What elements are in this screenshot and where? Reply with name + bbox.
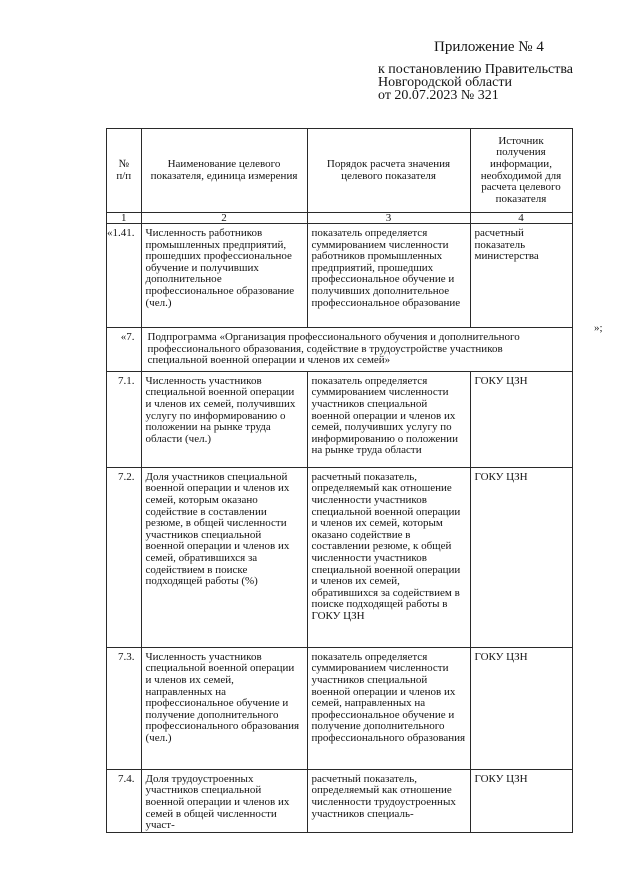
- table-row: [107, 467, 573, 647]
- info-source: расчетный показатель министерства: [470, 224, 572, 328]
- col-header-method: Порядок расчета значения целевого показателя: [307, 129, 470, 213]
- info-source: ГОКУ ЦЗН: [470, 467, 572, 647]
- row-number: 7.3.: [107, 647, 142, 769]
- calculation-method: расчетный показатель, определяемый как отношение численности трудоустроенных участников специаль-: [307, 769, 470, 832]
- subprogram-row: [107, 328, 573, 372]
- info-source: ГОКУ ЦЗН: [470, 769, 572, 832]
- indicator-name: Доля трудоустроенных участников специальной военной операции и членов их семей в общей численности участ-: [141, 769, 307, 832]
- indicator-name: Численность участников специальной военной операции и членов их семей, получивших услугу по информированию о положении на рынке труда области (чел.): [141, 371, 307, 467]
- calculation-method: расчетный показатель, определяемый как отношение численности участников специальной военной операции и членов их семей, которым оказано содействие в составлении резюме, к общей численности участников специальной военной операции и членов их семей, обратившихся за содействием в поиске подходящей работы в ГОКУ ЦЗН: [307, 467, 470, 647]
- column-numbers-row: [107, 213, 573, 224]
- date-number-line: от 20.07.2023 № 321: [378, 88, 499, 103]
- region-line: Новгородской области: [378, 75, 512, 90]
- table-row: [107, 647, 573, 769]
- calculation-method: показатель определяется суммированием численности участников специальной военной операции и членов их семей, направленных на профессиональное обучение и получение дополнительного профессионального образования: [307, 647, 470, 769]
- col-number: 4: [470, 213, 572, 224]
- col-header-source: Источник получения информации, необходимой для расчета целевого показателя: [470, 129, 572, 213]
- col-header-name: Наименование целевого показателя, единица измерения: [141, 129, 307, 213]
- col-header-number: № п/п: [107, 129, 142, 213]
- info-source: ГОКУ ЦЗН: [470, 647, 572, 769]
- indicator-name: Доля участников специальной военной операции и членов их семей, которым оказано содействие в составлении резюме, в общей численности участников специальной военной операции и членов их семей, обратившихся за содействием в поиске подходящей работы (%): [141, 467, 307, 647]
- row-number: 7.4.: [107, 769, 142, 832]
- row-number: 7.1.: [107, 371, 142, 467]
- row-number: «7.: [107, 328, 142, 372]
- table-header-row: [107, 129, 573, 213]
- resolution-line: к постановлению Правительства: [378, 62, 574, 77]
- row-number: 7.2.: [107, 467, 142, 647]
- appendix-title: Приложение № 4: [434, 39, 544, 55]
- col-number: 3: [307, 213, 470, 224]
- indicator-name: Численность участников специальной военной операции и членов их семей, направленных на профессиональное обучение и получение дополнительного профессионального образования (чел.): [141, 647, 307, 769]
- table-row: [107, 371, 573, 467]
- calculation-method: показатель определяется суммированием численности работников промышленных предприятий, прошедших профессиональное обучение и получивших дополнительное профессиональное образование: [307, 224, 470, 328]
- indicators-table: [106, 128, 573, 833]
- appendix-header: [378, 41, 628, 102]
- indicator-name: Численность работников промышленных предприятий, прошедших профессиональное обучение и получивших дополнительное профессиональное образование (чел.): [141, 224, 307, 328]
- closing-quote: »;: [594, 322, 603, 334]
- table-row: [107, 769, 573, 832]
- row-number: «1.41.: [107, 224, 142, 328]
- table-row: [107, 224, 573, 328]
- subprogram-title: Подпрограмма «Организация профессионального обучения и дополнительного профессионального образования, содействие в трудоустройстве участников специальной военной операции и членов их семей»: [141, 328, 572, 372]
- info-source: ГОКУ ЦЗН: [470, 371, 572, 467]
- col-number: 2: [141, 213, 307, 224]
- col-number: 1: [107, 213, 142, 224]
- calculation-method: показатель определяется суммированием численности участников специальной военной операции и членов их семей, получивших услугу по информированию о положении на рынке труда области: [307, 371, 470, 467]
